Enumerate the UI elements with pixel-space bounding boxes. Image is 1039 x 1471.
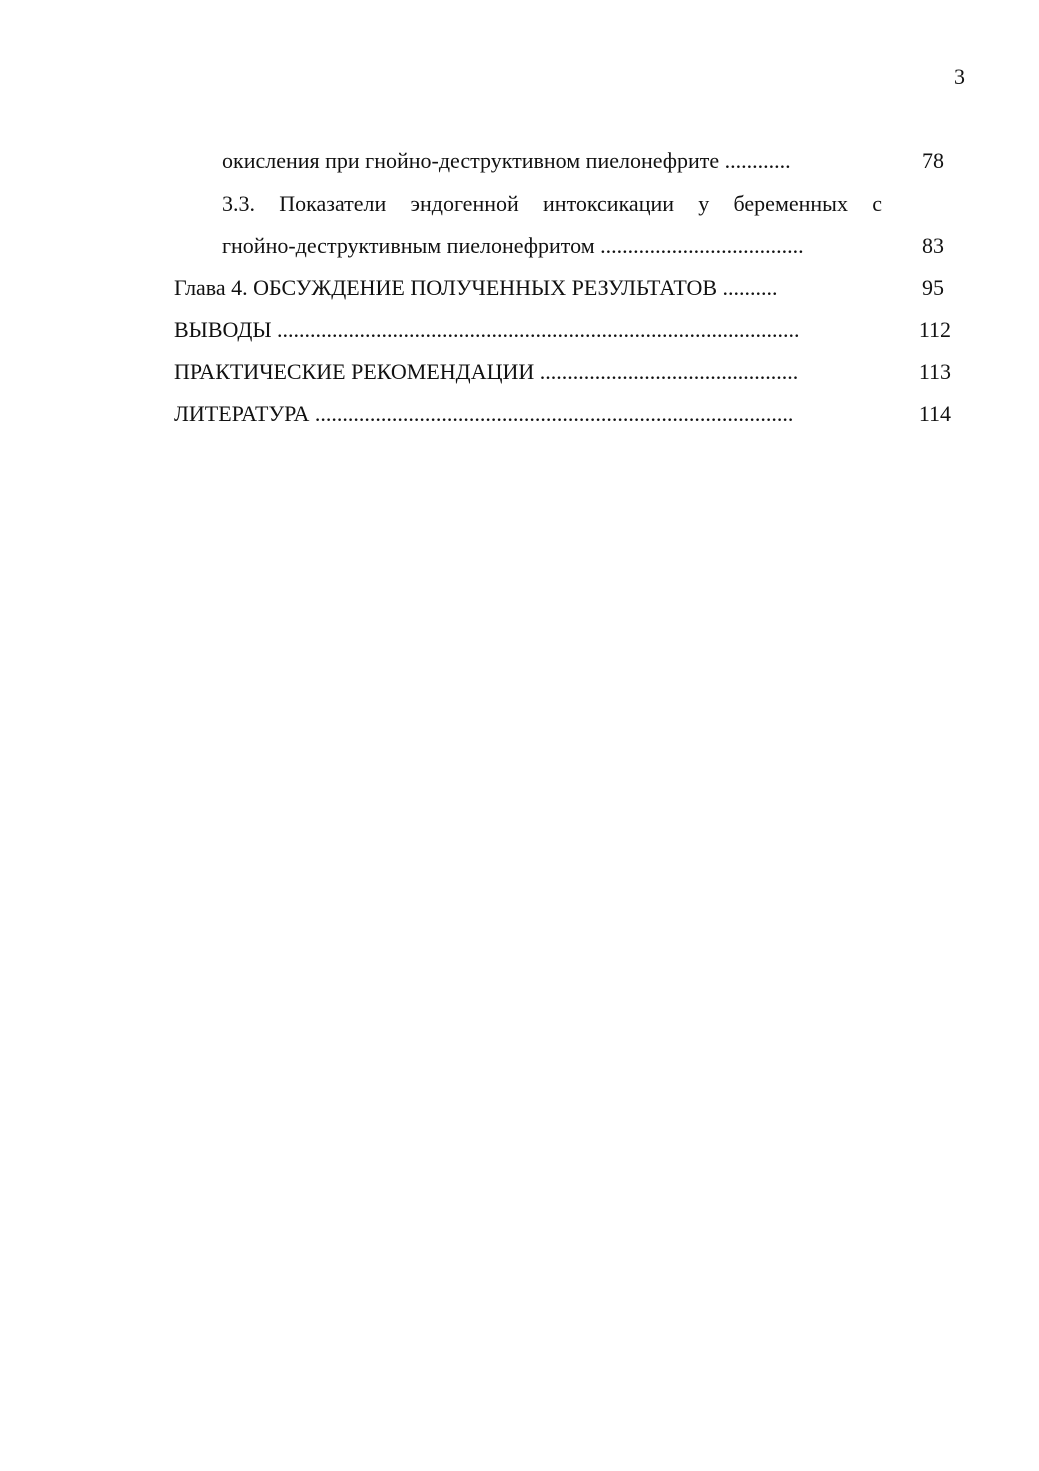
toc-entry-text-line1: 3.3. Показатели эндогенной интоксикации у беременных с	[222, 191, 882, 216]
toc-entry-text: ПРАКТИЧЕСКИЕ РЕКОМЕНДАЦИИ ...............................................	[174, 359, 799, 384]
page-number: 3	[954, 64, 965, 89]
toc-entry-text: окисления при гнойно-деструктивном пиелонефрите ............	[222, 148, 791, 173]
toc-entry-page: 83	[922, 233, 944, 258]
toc-entry-page: 113	[918, 359, 951, 384]
toc-entry-text-line2: гнойно-деструктивным пиелонефритом .....................................	[222, 233, 804, 258]
toc-entry-page: 78	[922, 148, 944, 173]
toc-entry-text: ВЫВОДЫ ...............................................................................................	[174, 317, 800, 342]
toc-entry-page: 114	[918, 401, 951, 426]
toc-entry-text: ЛИТЕРАТУРА .......................................................................................	[174, 401, 794, 426]
toc-entry-page: 112	[918, 317, 951, 342]
toc-entry-text: Глава 4. ОБСУЖДЕНИЕ ПОЛУЧЕННЫХ РЕЗУЛЬТАТОВ ..........	[174, 275, 778, 300]
toc-entry-page: 95	[922, 275, 944, 300]
